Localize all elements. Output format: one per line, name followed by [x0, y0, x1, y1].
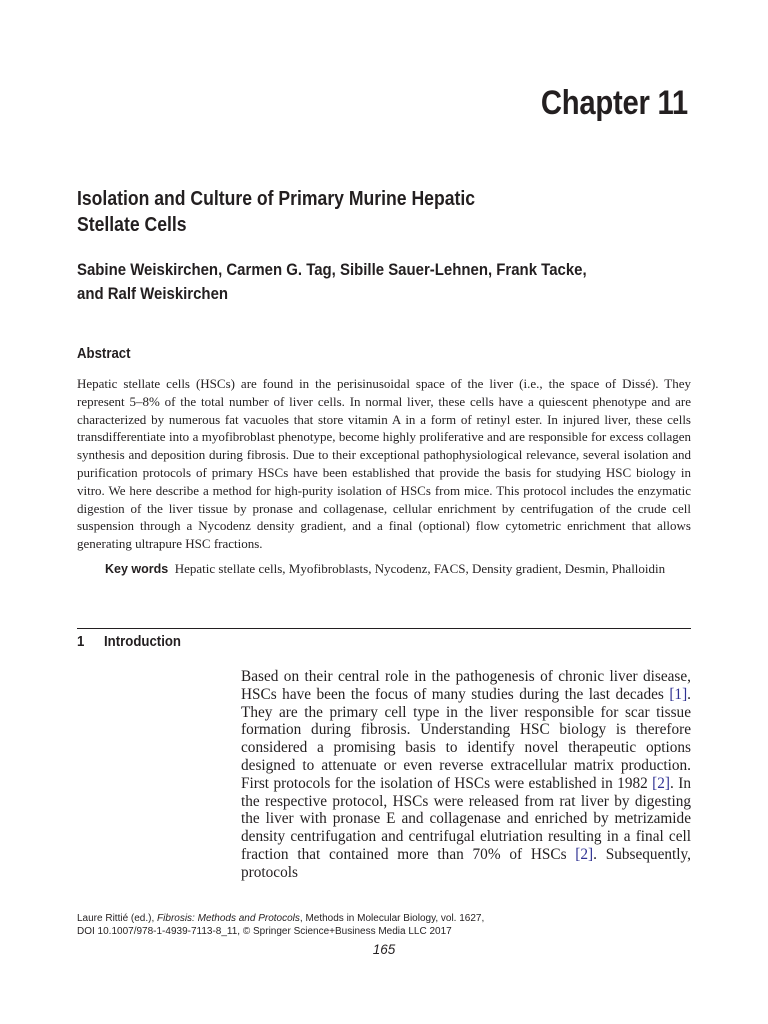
intro-text-part: . Subsequently, protocols: [241, 845, 691, 881]
intro-text-part: Based on their central role in the pathogenesis of chronic liver disease, HSCs have been the focus of many studies during the last decades: [241, 668, 691, 703]
author-list: [77, 258, 693, 306]
footer-book-title: Fibrosis: Methods and Protocols: [157, 913, 300, 924]
introduction-paragraph: [241, 668, 691, 882]
footer-series: , Methods in Molecular Biology, vol. 1627,: [299, 913, 485, 924]
intro-text-part: . They are the primary cell type in the liver responsible for scar tissue formation during fibrosis. Understanding HSC biology is therefore considered a promising basis to identify novel therapeutic options designed to attenuate or even reverse extracellular matrix production. First protocols for the isolation of HSCs were established in 1982: [241, 685, 691, 792]
footer-citation: [77, 912, 697, 938]
article-title-line-2: Stellate Cells: [77, 214, 187, 236]
author-list-line-1: Sabine Weiskirchen, Carmen G. Tag, Sibille Sauer-Lehnen, Frank Tacke,: [77, 260, 587, 279]
keywords-label: Key words: [105, 562, 169, 576]
intro-text-part: . In the respective protocol, HSCs were released from rat liver by digesting the liver with pronase E and collagenase and enriched by metrizamide density centrifugation and centrifugal elutriation resulting in a final cell fraction that contained more than 70% of HSCs: [241, 774, 691, 863]
abstract-text: Hepatic stellate cells (HSCs) are found in the perisinusoidal space of the liver (i.e., the space of Dissé). They represent 5–8% of the total number of liver cells. In normal liver, these cells have a quiescent phenotype and are characterized by numerous fat vacuoles that store vitamin A in a form of retinyl ester. In injured liver, these cells transdifferentiate into a myofibroblast phenotype, become highly proliferative and are responsible for excess collagen synthesis and deposition during fibrosis. Due to their exceptional pathophysiological relevance, several isolation and purification protocols of primary HSCs have been established that provide the basis for studying HSC biology in vitro. We here describe a method for high-purity isolation of HSCs from mice. This protocol includes the enzymatic digestion of the liver tissue by pronase and collagenase, cellular enrichment by centrifugation of the crude cell suspension through a Nycodenz density gradient, and a final (optional) flow cytometric enrichment that allows generating ultrapure HSC fractions.: [77, 376, 691, 552]
keywords-text: Hepatic stellate cells, Myofibroblasts, Nycodenz, FACS, Density gradient, Desmin, Phalloidin: [174, 561, 666, 576]
citation-link[interactable]: [2]: [652, 774, 671, 792]
footer-doi: DOI 10.1007/978-1-4939-7113-8_11, © Springer Science+Business Media LLC 2017: [77, 926, 452, 937]
author-list-line-2: and Ralf Weiskirchen: [77, 284, 229, 303]
section-title: Introduction: [104, 633, 181, 650]
keywords: [105, 560, 691, 579]
abstract-heading: Abstract: [77, 345, 131, 362]
article-title-line-1: Isolation and Culture of Primary Murine Hepatic: [77, 188, 476, 210]
footer-editor: Laure Rittié (ed.),: [77, 913, 158, 924]
page-number: 165: [372, 942, 396, 957]
citation-link[interactable]: [1]: [669, 685, 688, 703]
citation-link[interactable]: [2]: [575, 845, 594, 863]
chapter-heading: Chapter 11: [541, 84, 688, 122]
section-divider: [77, 628, 691, 629]
article-title: [77, 186, 570, 238]
section-number: 1: [77, 633, 85, 650]
footer-line-1: [77, 912, 697, 925]
